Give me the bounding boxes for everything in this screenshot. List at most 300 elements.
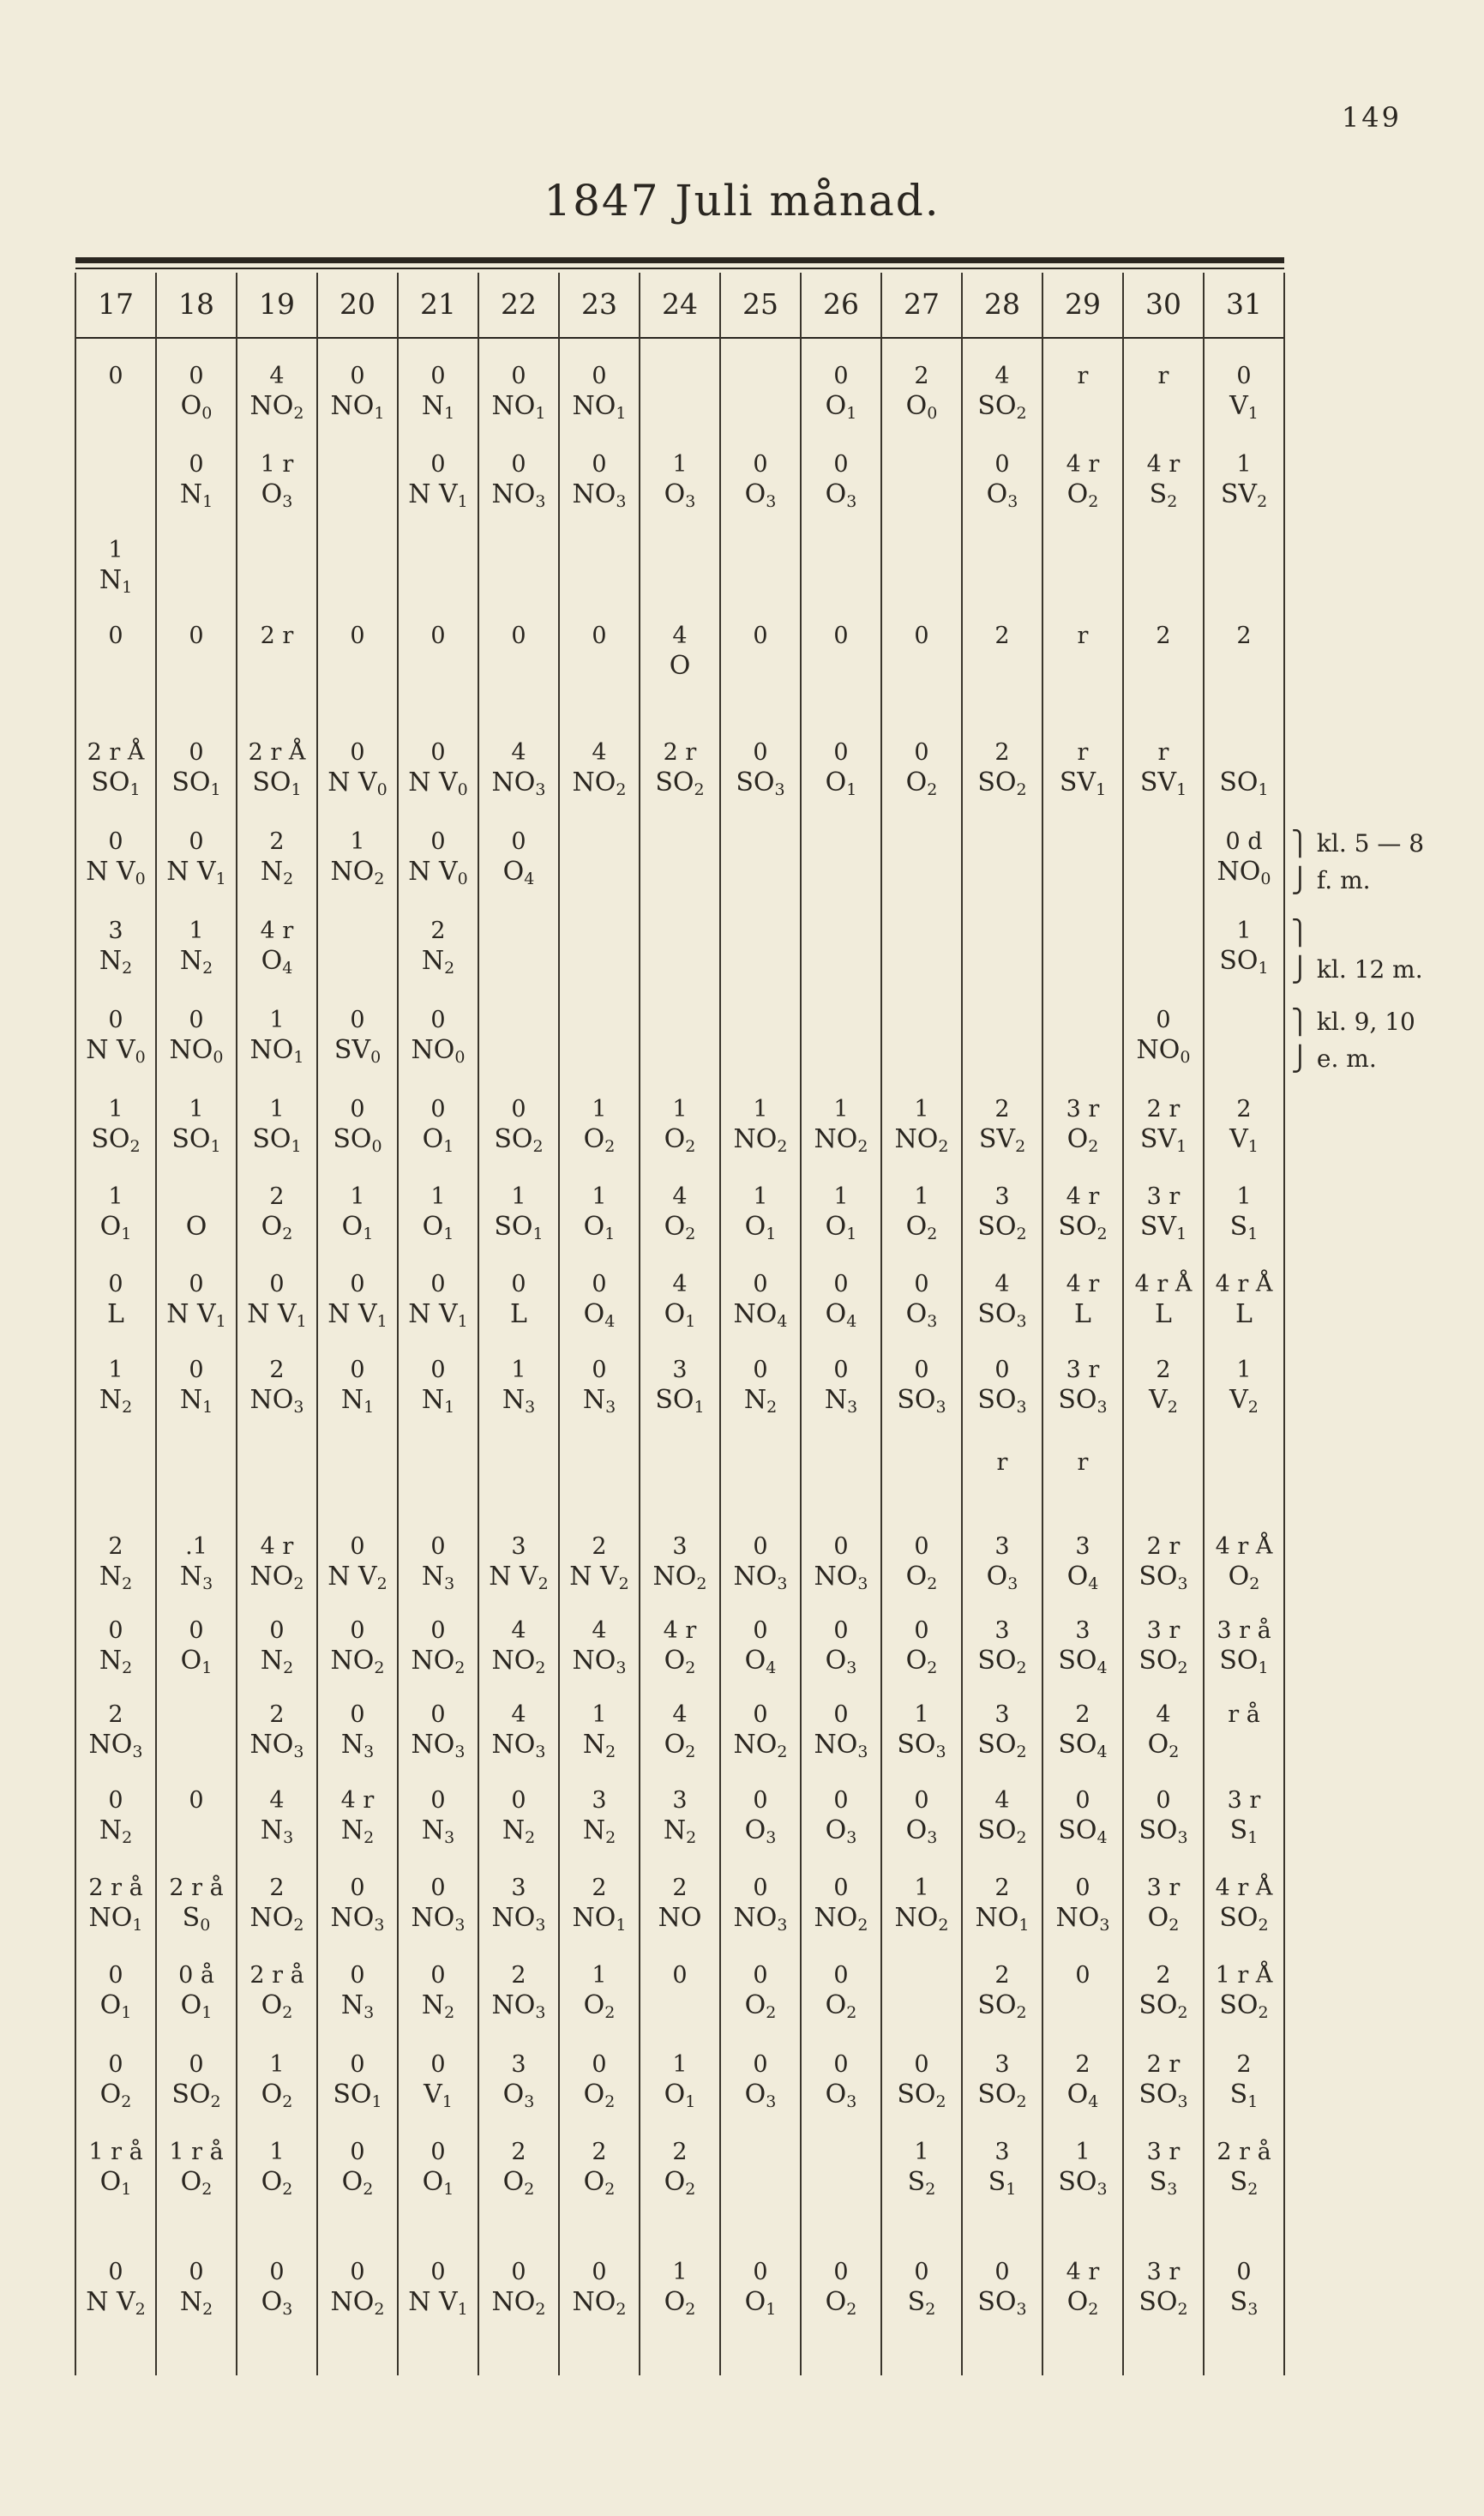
day-header: 31 [1226, 287, 1262, 321]
wind-value: $SO_3$ [897, 1730, 946, 1761]
observation-cell [156, 1789, 237, 1818]
cloud-value: 1 r å [88, 2139, 143, 2165]
wind-value: $O_2$ [905, 767, 938, 799]
observation-cell [720, 1789, 801, 1846]
observation-cell [1042, 2140, 1123, 2198]
wind-value: $SO_2$ [1139, 1990, 1188, 2022]
cloud-value: 2 r [1146, 1533, 1181, 1560]
wind-value: $O_2$ [1066, 479, 1099, 511]
wind-value: $NO_2$ [572, 767, 627, 799]
wind-value: $NO_0$ [1136, 1035, 1191, 1067]
wind-value: $SO_3$ [1058, 2167, 1108, 2199]
header-rule [75, 337, 1284, 339]
cloud-value: 3 [994, 2051, 1010, 2078]
wind-value: $N_3$ [502, 1385, 536, 1417]
wind-value: $N_2$ [340, 1815, 375, 1847]
cloud-value: 4 [672, 1701, 688, 1728]
observation-cell [75, 2140, 156, 2198]
observation-cell [1204, 2140, 1284, 2198]
observation-cell [1042, 1535, 1123, 1592]
cloud-value: r [1077, 363, 1089, 389]
wind-value: $O_2$ [583, 1990, 616, 2022]
wind-value: $N_2$ [582, 1815, 616, 1847]
observation-cell [317, 1703, 398, 1761]
wind-value: $SO_1$ [655, 1385, 705, 1417]
top-rule-thin [75, 268, 1284, 269]
cloud-value: 0 [592, 623, 607, 649]
wind-value: $O_2$ [261, 2080, 293, 2111]
cloud-value: 0 [350, 739, 365, 766]
wind-value: $O_2$ [502, 2167, 535, 2199]
wind-value: $SO_2$ [977, 1730, 1027, 1761]
wind-value: $NO_1$ [491, 391, 546, 423]
observation-cell [1123, 453, 1204, 510]
observation-cell [75, 1098, 156, 1155]
cloud-value: 0 [753, 1962, 768, 1989]
cloud-value: 2 [108, 1701, 123, 1728]
wind-value: $N_2$ [421, 1990, 455, 2022]
cloud-value: 2 [511, 1962, 526, 1989]
cloud-value: 4 [672, 1183, 688, 1210]
observation-cell [1204, 1185, 1284, 1243]
wind-value: $SO_3$ [977, 1299, 1027, 1331]
observation-cell [398, 2053, 478, 2110]
cloud-value: 1 [269, 1096, 285, 1123]
observation-cell [1042, 741, 1123, 798]
wind-value: $SO_2$ [655, 767, 705, 799]
wind-value: $O_1$ [825, 1212, 857, 1243]
observation-cell [1042, 1451, 1123, 1480]
cloud-value: 1 [833, 1183, 849, 1210]
cloud-value: 0 [108, 1007, 123, 1033]
cloud-value: 0 [833, 1617, 849, 1644]
observation-cell [1204, 2053, 1284, 2110]
day-header: 19 [259, 287, 295, 321]
cloud-value: 0 [350, 1875, 365, 1901]
wind-value: $NO_2$ [249, 1562, 304, 1593]
observation-cell [640, 2140, 720, 2198]
cloud-value: 0 [511, 1271, 526, 1297]
observation-cell [1042, 453, 1123, 510]
observation-cell [237, 919, 317, 977]
cloud-value: 0 [350, 1271, 365, 1297]
observation-cell [75, 741, 156, 798]
observation-cell [801, 1789, 881, 1846]
observation-cell [1204, 830, 1284, 888]
cloud-value: 0 [108, 623, 123, 649]
wind-value: $O_1$ [341, 1212, 374, 1243]
observation-cell [237, 2140, 317, 2198]
cloud-value: 1 [753, 1096, 768, 1123]
observation-cell [640, 1358, 720, 1416]
cloud-value: 0 [753, 451, 768, 478]
cloud-value: 0 [189, 623, 204, 649]
observation-cell [237, 1535, 317, 1592]
cloud-value: r [1077, 739, 1089, 766]
cloud-value: 2 [592, 2139, 607, 2165]
day-header: 24 [662, 287, 698, 321]
wind-value: $O_1$ [664, 2080, 696, 2111]
cloud-value: 3 [994, 2139, 1010, 2165]
observation-cell [398, 1876, 478, 1934]
cloud-value: 0 [833, 1271, 849, 1297]
wind-value: $SO_3$ [977, 2287, 1027, 2319]
cloud-value: 0 [914, 2259, 929, 2285]
cloud-value: 0 [833, 739, 849, 766]
cloud-value: 1 [430, 1183, 446, 1210]
cloud-value: 0 [269, 2259, 285, 2285]
cloud-value: 0 [833, 623, 849, 649]
cloud-value: 0 [833, 451, 849, 478]
cloud-value: 0 [108, 1617, 123, 1644]
observation-cell [720, 1703, 801, 1761]
observation-cell [559, 364, 640, 422]
cloud-value: 0 [350, 1617, 365, 1644]
cloud-value: 0 [1075, 1875, 1090, 1901]
wind-value: $O_1$ [180, 1646, 213, 1677]
observation-cell [962, 1273, 1042, 1330]
wind-value: $O_2$ [664, 1124, 696, 1156]
time-note: ⎫ kl. 5 — 8 ⎭ f. m. [1291, 829, 1425, 895]
observation-cell [478, 2140, 559, 2198]
wind-value: $NO_2$ [814, 1124, 868, 1156]
cloud-value [1204, 741, 1284, 770]
cloud-value: 0 [914, 1271, 929, 1297]
observation-cell [962, 2260, 1042, 2318]
cloud-value: 1 [350, 1183, 365, 1210]
observation-cell [1204, 1964, 1284, 2021]
cloud-value: 2 [994, 623, 1010, 649]
observation-cell [398, 2140, 478, 2198]
wind-value: $O_4$ [502, 857, 535, 888]
cloud-value: 0 [592, 363, 607, 389]
cloud-value: 0 [753, 1875, 768, 1901]
observation-cell [801, 624, 881, 653]
wind-value: $N_2$ [743, 1385, 778, 1417]
wind-value: $SO_1$ [494, 1212, 544, 1243]
observation-cell [962, 364, 1042, 422]
cloud-value: 1 [350, 828, 365, 855]
cloud-value: 3 r [1146, 2139, 1181, 2165]
observation-cell [156, 2053, 237, 2110]
wind-value: $SO_2$ [977, 2080, 1027, 2111]
observation-cell [881, 1619, 962, 1676]
observation-cell [881, 741, 962, 798]
observation-cell [1123, 2140, 1204, 2198]
wind-value: $O_3$ [905, 1815, 938, 1847]
cloud-value: 0 [753, 1787, 768, 1814]
observation-cell [1042, 1876, 1123, 1934]
wind-value: $O_3$ [825, 1815, 857, 1847]
observation-cell [156, 1358, 237, 1416]
observation-cell [962, 741, 1042, 798]
observation-cell [962, 2053, 1042, 2110]
cloud-value: 2 r [1146, 2051, 1181, 2078]
observation-cell [156, 1535, 237, 1592]
cloud-value: 0 [994, 451, 1010, 478]
wind-value: $N_3$ [421, 1815, 455, 1847]
observation-cell [156, 1098, 237, 1155]
cloud-value: 1 [269, 2139, 285, 2165]
cloud-value: 0 [1156, 1787, 1171, 1814]
cloud-value: 1 [592, 1096, 607, 1123]
observation-cell [156, 1185, 237, 1240]
cloud-value: 1 [189, 1096, 204, 1123]
wind-value: $O_3$ [986, 479, 1018, 511]
wind-value: $NO_3$ [491, 767, 546, 799]
day-header: 25 [742, 287, 778, 321]
observation-cell [720, 1619, 801, 1676]
wind-value: $S_3$ [1229, 2287, 1259, 2319]
wind-value: $S_2$ [1229, 2167, 1259, 2199]
wind-value: $O_2$ [1147, 1903, 1180, 1935]
wind-value: $NO_2$ [733, 1730, 788, 1761]
cloud-value: 4 r Å [1215, 1271, 1273, 1297]
observation-cell [317, 1535, 398, 1592]
observation-cell [881, 1098, 962, 1155]
observation-cell [398, 741, 478, 798]
wind-value: $O_1$ [664, 1299, 696, 1331]
observation-cell [559, 2260, 640, 2318]
observation-cell [478, 741, 559, 798]
wind-value: $O_2$ [583, 2167, 616, 2199]
observation-cell [801, 1185, 881, 1243]
cloud-value: 0 [592, 1271, 607, 1297]
wind-value: $SO_2$ [977, 1990, 1027, 2022]
cloud-value: 1 [108, 537, 123, 563]
wind-value: $O_3$ [905, 1299, 938, 1331]
observation-cell [720, 2260, 801, 2318]
wind-value: $N_2$ [99, 946, 133, 978]
wind-value: $SO_1$ [333, 2080, 382, 2111]
wind-value: $SO_2$ [977, 391, 1027, 423]
observation-cell [962, 1703, 1042, 1761]
wind-value: $SO_2$ [171, 2080, 221, 2111]
cloud-value: 4 [994, 1787, 1010, 1814]
wind-value: N $V_0$ [327, 767, 388, 799]
cloud-value: 0 [350, 623, 365, 649]
observation-cell [75, 1876, 156, 1934]
cloud-value: 0 [1236, 2259, 1252, 2285]
wind-value: $N_2$ [260, 857, 294, 888]
cloud-value: 2 [1236, 2051, 1252, 2078]
cloud-value: 0 [511, 1787, 526, 1814]
observation-cell [801, 1703, 881, 1761]
cloud-value: 0 [350, 1007, 365, 1033]
observation-cell [75, 1273, 156, 1327]
cloud-value: 2 [269, 1357, 285, 1383]
wind-value: $N_1$ [99, 565, 133, 597]
wind-value: $O_1$ [825, 767, 857, 799]
cloud-value: 0 [350, 2259, 365, 2285]
cloud-value: 0 [914, 1617, 929, 1644]
wind-value: $O_3$ [502, 2080, 535, 2111]
wind-value: $O_1$ [744, 1212, 777, 1243]
wind-value: $NO_2$ [814, 1903, 868, 1935]
cloud-value: 0 [753, 1357, 768, 1383]
observation-cell [398, 1358, 478, 1416]
observation-cell [1204, 1703, 1284, 1732]
wind-value: $O_1$ [422, 1212, 454, 1243]
cloud-value: 0 [833, 1787, 849, 1814]
cloud-value: 0 [592, 1357, 607, 1383]
observation-cell [75, 2260, 156, 2318]
observation-cell [881, 1789, 962, 1846]
wind-value: $SO_2$ [91, 1124, 141, 1156]
observation-cell [1123, 1619, 1204, 1676]
cloud-value: 0 [430, 1875, 446, 1901]
observation-cell [237, 1358, 317, 1416]
top-rule [75, 257, 1284, 263]
observation-cell [1204, 1619, 1284, 1676]
observation-cell [640, 624, 720, 679]
cloud-value: 2 r å [249, 1962, 304, 1989]
observation-cell [801, 2260, 881, 2318]
wind-value: $NO_3$ [491, 1903, 546, 1935]
observation-cell [1042, 1358, 1123, 1416]
cloud-value: r [1077, 1449, 1089, 1476]
wind-value: $N_1$ [179, 479, 213, 511]
observation-cell [720, 453, 801, 510]
wind-value: $NO_3$ [733, 1562, 788, 1593]
observation-cell [1042, 1703, 1123, 1761]
cloud-value: 0 [350, 1533, 365, 1560]
cloud-value: 0 [189, 1617, 204, 1644]
wind-value: O [669, 651, 691, 681]
cloud-value: 4 [672, 623, 688, 649]
observation-cell [1204, 1789, 1284, 1846]
observation-cell [478, 453, 559, 510]
cloud-value: 3 [672, 1357, 688, 1383]
observation-cell [1123, 2260, 1204, 2318]
wind-value: L [510, 1299, 527, 1329]
wind-value: $SO_2$ [977, 767, 1027, 799]
wind-value: L [1155, 1299, 1172, 1329]
wind-value: N $V_2$ [327, 1562, 388, 1593]
cloud-value: 0 [833, 2259, 849, 2285]
wind-value: $O_2$ [99, 2080, 132, 2111]
observation-cell [478, 1876, 559, 1934]
observation-cell [478, 1789, 559, 1846]
cloud-value: 0 [350, 1701, 365, 1728]
cloud-value: 4 r [1066, 1271, 1100, 1297]
observation-cell [1123, 624, 1204, 653]
observation-cell [237, 1273, 317, 1330]
cloud-value: 2 [269, 1701, 285, 1728]
wind-value: $O_2$ [583, 2080, 616, 2111]
wind-value: $NO_1$ [975, 1903, 1030, 1935]
wind-value: N $V_2$ [86, 2287, 146, 2319]
cloud-value: 0 [753, 2259, 768, 2285]
observation-cell [559, 624, 640, 653]
observation-cell [237, 830, 317, 888]
wind-value: $NO_2$ [733, 1124, 788, 1156]
observation-cell [881, 364, 962, 422]
wind-value: $N_2$ [99, 1385, 133, 1417]
wind-value: N $V_1$ [327, 1299, 388, 1331]
cloud-value: 1 [672, 451, 688, 478]
cloud-value: 0 [189, 1787, 204, 1814]
cloud-value: 0 d [1225, 828, 1263, 855]
observation-cell [317, 1964, 398, 2021]
cloud-value: 0 [592, 2051, 607, 2078]
observation-cell [156, 364, 237, 422]
observation-cell [317, 1098, 398, 1155]
wind-value: N $V_1$ [166, 1299, 226, 1331]
cloud-value: 1 [592, 1183, 607, 1210]
wind-value: $O_2$ [261, 1212, 293, 1243]
cloud-value: 2 [1075, 2051, 1090, 2078]
cloud-value: 1 r Å [1215, 1962, 1273, 1989]
observation-cell [1123, 1008, 1204, 1066]
cloud-value: 0 [914, 1787, 929, 1814]
observation-cell [237, 364, 317, 422]
observation-cell [1204, 919, 1284, 977]
wind-value: $NO_3$ [249, 1385, 304, 1417]
observation-cell [720, 1964, 801, 2021]
wind-value: $O_3$ [825, 479, 857, 511]
cloud-value: 2 [914, 363, 929, 389]
observation-cell [398, 1619, 478, 1676]
cloud-value: 2 [1156, 1962, 1171, 1989]
observation-cell [478, 1619, 559, 1676]
cloud-value: 4 [994, 363, 1010, 389]
wind-value: $V_2$ [1149, 1385, 1178, 1417]
wind-value: $NO_2$ [330, 2287, 385, 2319]
wind-value: $NO_2$ [249, 391, 304, 423]
wind-value: $N_2$ [663, 1815, 697, 1847]
cloud-value: 4 r Å [1215, 1875, 1273, 1901]
wind-value: $NO_2$ [249, 1903, 304, 1935]
observation-cell [881, 1535, 962, 1592]
observation-cell [640, 1535, 720, 1592]
observation-cell [237, 1876, 317, 1934]
cloud-value: 2 [1156, 623, 1171, 649]
cloud-value: 0 [108, 1787, 123, 1814]
wind-value: $SO_2$ [1219, 1990, 1269, 2022]
wind-value: $N_2$ [502, 1815, 536, 1847]
wind-value: $O_2$ [1066, 2287, 1099, 2319]
observation-cell [398, 1098, 478, 1155]
cloud-value: 0 [1075, 1962, 1090, 1989]
cloud-value: 0 [994, 1357, 1010, 1383]
wind-value: $S_0$ [182, 1903, 211, 1935]
cloud-value: 0 [833, 1962, 849, 1989]
cloud-value: 4 [511, 1701, 526, 1728]
observation-cell [640, 1273, 720, 1330]
observation-cell [317, 1273, 398, 1330]
cloud-value: 4 [511, 739, 526, 766]
observation-cell [962, 453, 1042, 510]
cloud-value: 0 [430, 2139, 446, 2165]
cloud-value: 0 [430, 1533, 446, 1560]
cloud-value: 2 [108, 1533, 123, 1560]
wind-value: $N_3$ [582, 1385, 616, 1417]
cloud-value: 3 r [1227, 1787, 1261, 1814]
wind-value: N $V_1$ [408, 1299, 468, 1331]
observation-cell [156, 2260, 237, 2318]
wind-value: $SO_3$ [1058, 1385, 1108, 1417]
observation-cell [640, 453, 720, 510]
cloud-value: 4 r [260, 918, 294, 944]
observation-cell [962, 1619, 1042, 1676]
cloud-value: 0 [914, 1357, 929, 1383]
cloud-value: 0 [108, 2051, 123, 2078]
cloud-value: 0 [189, 2259, 204, 2285]
wind-value: $SO_2$ [1219, 1903, 1269, 1935]
observation-cell [156, 919, 237, 977]
cloud-value: 2 r [663, 739, 697, 766]
